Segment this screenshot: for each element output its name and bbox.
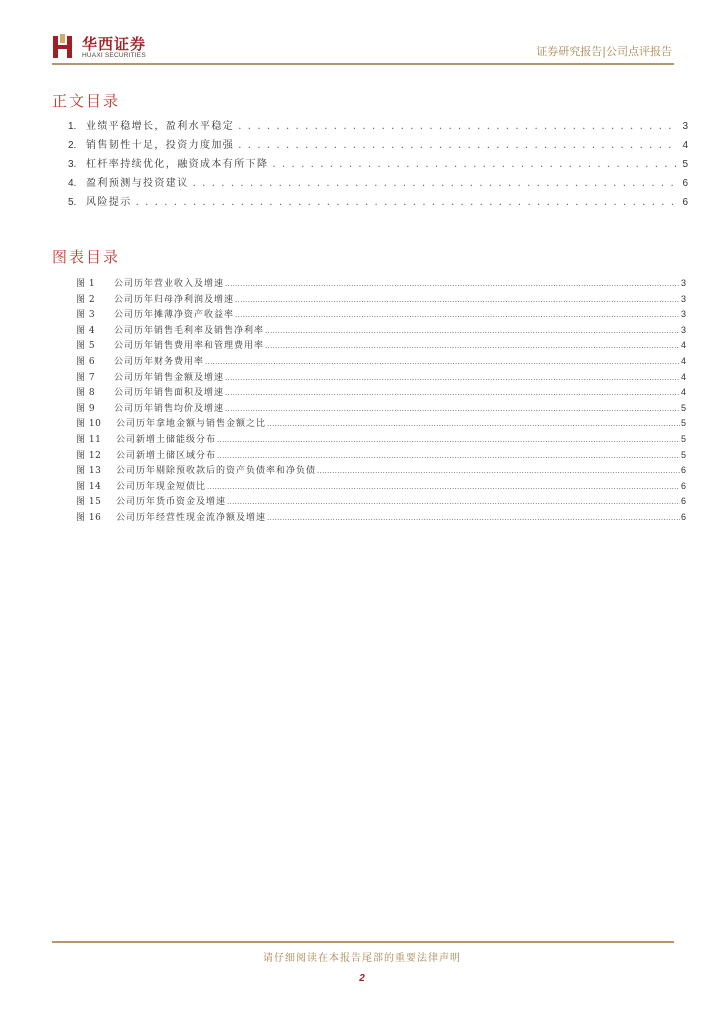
figure-item[interactable] (76, 463, 686, 479)
toc-item-title: 盈利预测与投资建议 (86, 178, 189, 189)
leader-dots (193, 178, 679, 189)
figure-label: 图 1 (76, 279, 96, 289)
figure-title: 公司历年销售毛利率及销售净利率 (114, 325, 265, 336)
figure-title: 公司历年剔除预收款后的资产负债率和净负债 (116, 466, 317, 477)
figure-page: 5 (680, 449, 686, 460)
toc-list (68, 117, 688, 212)
toc-item-number: 3. (68, 159, 77, 170)
toc-item-number: 1. (68, 121, 77, 132)
leader-dots (217, 452, 680, 460)
figures-list (76, 276, 686, 526)
toc-item-title: 业绩平稳增长，盈利水平稳定 (86, 121, 235, 132)
figure-item[interactable] (76, 354, 686, 370)
figure-label: 图 14 (76, 481, 102, 492)
leader-dots (217, 436, 680, 444)
figure-page: 3 (680, 324, 686, 335)
figure-label: 图 6 (76, 356, 96, 367)
toc-heading: 正文目录 (52, 92, 121, 110)
toc-item[interactable] (68, 117, 688, 136)
figure-item[interactable] (76, 292, 686, 308)
figure-item[interactable] (76, 479, 686, 495)
figure-page: 3 (680, 309, 686, 320)
toc-item-page: 4 (682, 140, 688, 151)
figure-item[interactable] (76, 448, 686, 464)
figure-page: 4 (680, 355, 686, 366)
figure-title: 公司历年归母净利润及增速 (114, 294, 235, 305)
leader-dots (238, 140, 678, 151)
figure-title: 公司历年财务费用率 (114, 356, 205, 367)
figures-heading: 图表目录 (52, 248, 121, 266)
figure-page: 5 (680, 433, 686, 444)
leader-dots (227, 498, 680, 506)
figure-label: 图 9 (76, 403, 96, 414)
figure-title: 公司新增土储能级分布 (116, 434, 217, 445)
figure-page: 5 (680, 418, 686, 429)
figure-label: 图 4 (76, 325, 96, 336)
figure-title: 公司历年销售均价及增速 (114, 403, 225, 414)
figure-label: 图 11 (76, 434, 102, 445)
figure-label: 图 2 (76, 294, 96, 305)
figure-item[interactable] (76, 276, 686, 292)
figure-item[interactable] (76, 416, 686, 432)
toc-item-title: 销售韧性十足，投资力度加强 (86, 140, 235, 151)
toc-item-page: 6 (682, 178, 688, 189)
figure-item[interactable] (76, 510, 686, 526)
figure-title: 公司历年销售金额及增速 (114, 372, 225, 383)
leader-dots (265, 342, 680, 350)
figure-title: 公司历年货币资金及增速 (116, 497, 227, 508)
leader-dots (225, 280, 680, 288)
figure-page: 4 (680, 387, 686, 398)
figure-title: 公司新增土储区域分布 (116, 450, 217, 461)
toc-item-number: 5. (68, 197, 77, 208)
toc-item-number: 2. (68, 140, 77, 151)
leader-dots (207, 483, 680, 491)
figure-page: 5 (680, 402, 686, 413)
figure-label: 图 7 (76, 372, 96, 383)
toc-item[interactable] (68, 174, 688, 193)
figure-label: 图 15 (76, 497, 102, 508)
figure-label: 图 8 (76, 388, 96, 399)
figure-item[interactable] (76, 401, 686, 417)
figure-title: 公司历年拿地金额与销售金额之比 (116, 419, 267, 430)
figure-item[interactable] (76, 307, 686, 323)
figure-item[interactable] (76, 370, 686, 386)
figure-label: 图 16 (76, 512, 102, 523)
footer-divider (52, 941, 674, 943)
toc-item-number: 4. (68, 178, 77, 189)
figure-item[interactable] (76, 323, 686, 339)
figure-item[interactable] (76, 338, 686, 354)
leader-dots (238, 121, 678, 132)
figure-page: 6 (680, 465, 686, 476)
figure-title: 公司历年摊薄净资产收益率 (114, 310, 235, 321)
leader-dots (272, 159, 678, 170)
figure-label: 图 3 (76, 310, 96, 321)
leader-dots (267, 420, 680, 428)
figure-page: 3 (680, 293, 686, 304)
page-number: 2 (359, 973, 365, 984)
figure-title: 公司历年现金短债比 (116, 481, 207, 492)
figure-label: 图 10 (76, 419, 102, 430)
figure-label: 图 5 (76, 341, 96, 352)
leader-dots (205, 358, 680, 366)
figure-page: 6 (680, 496, 686, 507)
toc-item[interactable] (68, 193, 688, 212)
huaxi-logo-icon (52, 34, 74, 60)
logo-english-name: HUAXI SECURITIES (82, 52, 146, 59)
leader-dots (225, 389, 680, 397)
header-divider (52, 63, 674, 65)
figure-page: 4 (680, 340, 686, 351)
leader-dots (267, 514, 680, 522)
figure-page: 4 (680, 371, 686, 382)
leader-dots (235, 296, 680, 304)
figure-title: 公司历年经营性现金流净额及增速 (116, 512, 267, 523)
footer-disclaimer: 请仔细阅读在本报告尾部的重要法律声明 (263, 953, 461, 964)
figure-label: 图 13 (76, 466, 102, 477)
toc-item-page: 5 (682, 159, 688, 170)
page-header (52, 30, 674, 64)
leader-dots (136, 197, 679, 208)
leader-dots (225, 374, 680, 382)
leader-dots (317, 467, 680, 475)
toc-item[interactable] (68, 155, 688, 174)
logo-chinese-name: 华西证券 (82, 35, 147, 53)
leader-dots (265, 327, 680, 335)
figure-title: 公司历年销售费用率和管理费用率 (114, 341, 265, 352)
report-type-label: 证券研究报告|公司点评报告 (536, 45, 672, 58)
figure-item[interactable] (76, 432, 686, 448)
figure-title: 公司历年销售面积及增速 (114, 388, 225, 399)
figure-title: 公司历年营业收入及增速 (114, 279, 225, 289)
toc-item-title: 杠杆率持续优化，融资成本有所下降 (86, 159, 269, 170)
figure-label: 图 12 (76, 450, 102, 461)
toc-item-title: 风险提示 (86, 197, 132, 208)
leader-dots (225, 405, 680, 413)
toc-item[interactable] (68, 136, 688, 155)
figure-page: 6 (680, 511, 686, 522)
toc-item-page: 6 (682, 197, 688, 208)
figure-page: 6 (680, 480, 686, 491)
toc-item-page: 3 (682, 121, 688, 132)
figure-item[interactable] (76, 385, 686, 401)
figure-page: 3 (680, 278, 686, 288)
figure-item[interactable] (76, 494, 686, 510)
leader-dots (235, 311, 680, 319)
